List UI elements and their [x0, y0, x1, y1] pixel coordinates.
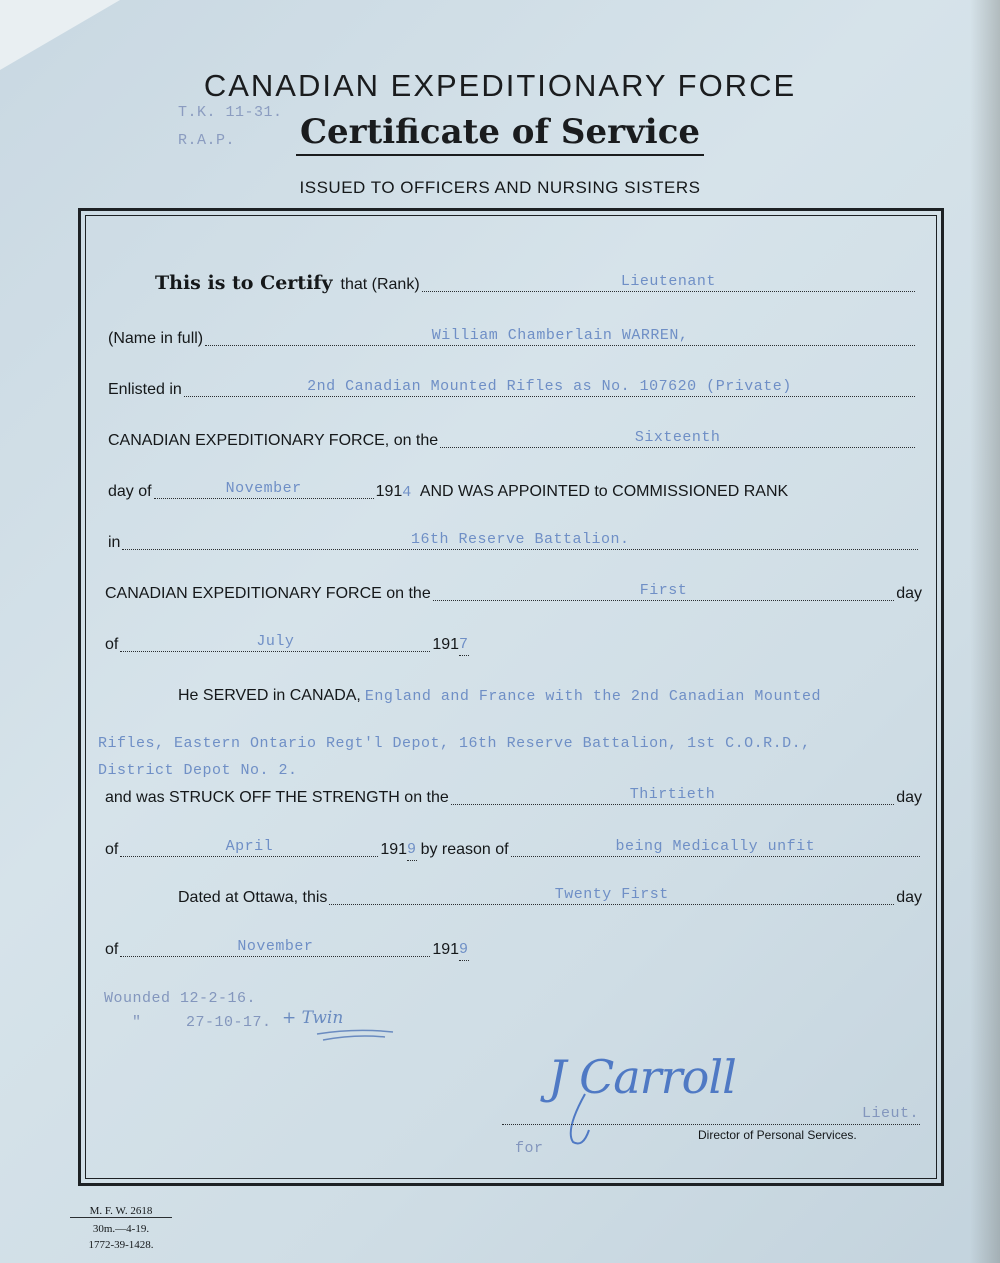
- struck-off-row: [105, 785, 922, 809]
- reference-number: T.K. 11-31.: [178, 104, 283, 121]
- signatory-rank: Lieut.: [862, 1105, 920, 1122]
- enlisted-label: Enlisted in: [108, 381, 182, 398]
- struck-month-value: April: [225, 838, 274, 855]
- dated-label: Dated at Ottawa, this: [178, 889, 328, 906]
- appointed-unit-row: [108, 530, 920, 554]
- enlist-day-row: [108, 428, 917, 452]
- print-code: 1772-39-1428.: [88, 1239, 154, 1251]
- served-row: [178, 683, 928, 707]
- dated-day-label: day: [896, 889, 922, 906]
- day-of-label: day of: [108, 483, 152, 500]
- for-label: for: [515, 1140, 544, 1157]
- dated-month-row: [105, 937, 525, 961]
- enlisted-unit-value: 2nd Canadian Mounted Rifles as No. 107620 (Private): [307, 378, 792, 395]
- appoint-day-value: First: [639, 582, 688, 599]
- signature-flourish: [555, 1090, 605, 1150]
- appoint-year-prefix: 191: [432, 636, 460, 653]
- reference-initials: R.A.P.: [178, 132, 236, 149]
- struck-day-value: Thirtieth: [629, 786, 716, 803]
- of-label: of: [105, 636, 119, 653]
- cef-on-the-label-2: CANADIAN EXPEDITIONARY FORCE on the: [105, 585, 431, 602]
- document-title: CANADIAN EXPEDITIONARY FORCE: [203, 68, 797, 103]
- by-reason-label: by reason of: [420, 841, 509, 858]
- name-label: (Name in full): [108, 330, 204, 347]
- day-label: day: [896, 585, 922, 602]
- appoint-day-row: [105, 581, 922, 605]
- issued-to-line: ISSUED TO OFFICERS AND NURSING SISTERS: [299, 178, 701, 197]
- document-subtitle: Certificate of Service: [0, 112, 1000, 152]
- served-line-2: Rifles, Eastern Ontario Regt'l Depot, 16th Reserve Battalion, 1st C.O.R.D.,: [98, 735, 811, 752]
- paper-corner: [0, 0, 120, 70]
- enlist-month-row: [108, 479, 920, 503]
- enlist-month-value: November: [225, 480, 302, 497]
- dated-year-digit: 9: [459, 941, 469, 961]
- handwritten-initials: + Twin: [282, 1008, 344, 1028]
- in-label: in: [108, 534, 121, 551]
- initials-underline: [315, 1028, 395, 1042]
- struck-day-label: day: [896, 789, 922, 806]
- rank-label: that (Rank): [340, 276, 420, 293]
- appointed-label: AND WAS APPOINTED to COMMISSIONED RANK: [419, 483, 789, 500]
- struck-year-prefix: 191: [380, 841, 408, 858]
- enlist-year-prefix: 191: [375, 483, 403, 500]
- appoint-month-value: July: [256, 633, 295, 650]
- dated-row: [178, 885, 922, 909]
- enlist-day-value: Sixteenth: [634, 429, 721, 446]
- dated-year-prefix: 191: [432, 941, 460, 958]
- enlist-year-digit: 4: [402, 484, 412, 501]
- rank-value: Lieutenant: [620, 273, 716, 290]
- wounded-note-ditto: ": [132, 1014, 142, 1031]
- struck-of-label: of: [105, 841, 119, 858]
- dated-of-label: of: [105, 941, 119, 958]
- served-line-1: England and France with the 2nd Canadian Mounted: [364, 688, 821, 705]
- name-row: [108, 326, 917, 350]
- reason-value: being Medically unfit: [615, 838, 816, 855]
- appoint-month-row: [105, 632, 525, 656]
- dated-day-value: Twenty First: [554, 886, 669, 903]
- appoint-year-digit: 7: [459, 636, 469, 656]
- signature-line: [502, 1124, 920, 1125]
- appointed-unit-value: 16th Reserve Battalion.: [410, 531, 630, 548]
- wounded-note-2: 27-10-17.: [186, 1014, 272, 1031]
- reason-row: [105, 837, 922, 861]
- print-run: 30m.—4-19.: [92, 1223, 150, 1235]
- wounded-note-1: Wounded 12-2-16.: [104, 990, 257, 1007]
- form-number: M. F. W. 2618: [70, 1205, 172, 1218]
- rank-row: [155, 272, 917, 296]
- cef-on-the-label: CANADIAN EXPEDITIONARY FORCE, on the: [108, 432, 439, 449]
- director-signature: J Carroll: [548, 1050, 736, 1104]
- certify-label: This is to Certify: [155, 272, 333, 294]
- name-value: William Chamberlain WARREN,: [431, 327, 689, 344]
- enlisted-row: [108, 377, 917, 401]
- served-label: He SERVED in CANADA,: [178, 687, 361, 704]
- struck-off-label: and was STRUCK OFF THE STRENGTH on the: [105, 789, 449, 806]
- struck-year-digit: 9: [407, 841, 417, 861]
- served-line-3: District Depot No. 2.: [98, 762, 298, 779]
- dated-month-value: November: [237, 938, 314, 955]
- director-title: Director of Personal Services.: [698, 1128, 857, 1142]
